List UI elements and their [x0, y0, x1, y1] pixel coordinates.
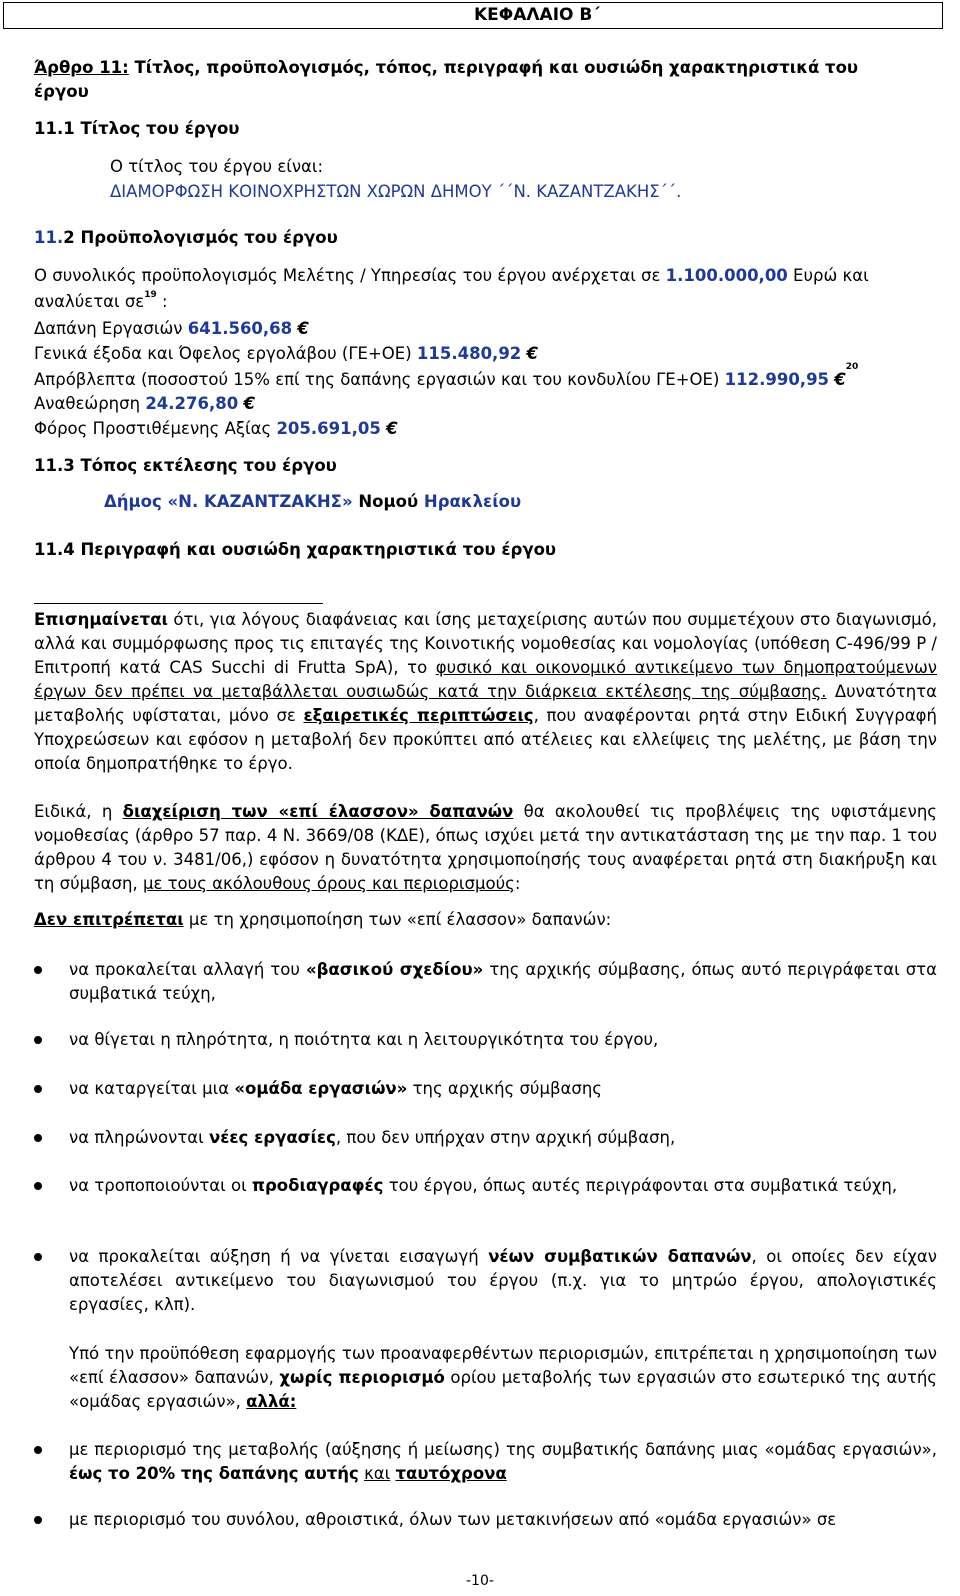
list-item: [69, 1508, 937, 1532]
paragraph-text: , που αναφέρονται ρητά στην Ειδική Συγγραφή Υποχρεώσεων και εφόσον η μεταβολή δεν προκύπτει από ατέλειες και ελλείψεις της μελέτης, με βάση την οποία δημοπρατήθηκε το έργο.: [34, 706, 937, 773]
bullet-icon: [34, 1085, 42, 1093]
project-location: [104, 492, 521, 511]
project-title-intro: Ο τίτλος του έργου είναι:: [110, 157, 324, 176]
paragraph-principle: [34, 608, 937, 776]
list-item-text: της αρχικής σύμβασης, όπως αυτό περιγράφεται στα συμβατικά τεύχη,: [69, 960, 937, 1003]
euro-icon: €: [243, 394, 255, 413]
euro-icon: €: [834, 370, 846, 389]
paragraph-conditions: [69, 1342, 937, 1414]
list-item-emphasis: νέων συμβατικών δαπανών: [488, 1247, 752, 1266]
paragraph-minor-expenses: [34, 800, 937, 896]
list-item-emphasis: προδιαγραφές: [251, 1176, 384, 1195]
underlined-text: φυσικό και οικονομικό αντικείμενο των δημοπρατούμενων έργων δεν πρέπει να μεταβάλλεται ουσιωδώς κατά την διάρκεια εκτέλεσης της σύμβασης.: [34, 658, 937, 701]
list-item-text: , οι οποίες δεν είχαν αποτελέσει αντικείμενο του διαγωνισμού του έργου (π.χ. για το μητρώο έργου, απολογιστικές εργασίες, κλπ).: [69, 1247, 937, 1314]
project-title: ΔΙΑΜΟΡΦΩΣΗ ΚΟΙΝΟΧΡΗΣΤΩΝ ΧΩΡΩΝ ΔΗΜΟΥ ΄΄Ν. ΚΑΖΑΝΤΖΑΚΗΣ΄΄.: [110, 182, 682, 201]
paragraph-not-allowed: [34, 910, 611, 929]
list-item-text: του έργου, όπως αυτές περιγράφονται στα συμβατικά τεύχη,: [383, 1176, 898, 1195]
bullet-icon: [34, 1446, 42, 1454]
list-item-text: με περιορισμό της μεταβολής (αύξησης ή μείωσης) της συμβατικής δαπάνης μιας «ομάδας εργασιών»,: [69, 1440, 937, 1459]
paragraph-text: Δυνατότητα μεταβολής υφίσταται, μόνο σε: [34, 682, 937, 725]
budget-item-amount: 115.480,92: [416, 344, 522, 363]
budget-item-amount: 112.990,95: [724, 370, 830, 389]
list-item-emphasis: «βασικού σχεδίου»: [305, 960, 484, 979]
location-prefecture: Ηρακλείου: [423, 492, 522, 511]
budget-item: [34, 344, 538, 363]
budget-item: [34, 319, 309, 338]
list-item: [69, 1438, 937, 1486]
bullet-icon: [34, 1036, 42, 1044]
list-item-text: με περιορισμό του συνόλου, αθροιστικά, όλων των μετακινήσεων από «ομάδα εργασιών» σε: [69, 1510, 837, 1529]
location-municipality: Δήμος «Ν. ΚΑΖΑΝΤΖΑΚΗΣ»: [104, 492, 353, 511]
underlined-emphasis: Δεν επιτρέπεται: [34, 910, 184, 929]
underlined-text: και: [364, 1464, 391, 1483]
underlined-emphasis: αλλά:: [246, 1392, 297, 1411]
list-item-text: να θίγεται η πληρότητα, η ποιότητα και η λειτουργικότητα του έργου,: [69, 1030, 659, 1049]
budget-item: [34, 419, 398, 438]
budget-item-label: Αναθεώρηση: [34, 394, 141, 413]
budget-item-label: Γενικά έξοδα και Όφελος εργολάβου (ΓΕ+ΟΕ): [34, 344, 412, 363]
list-item-text: να τροποποιούνται οι: [69, 1176, 252, 1195]
list-item-emphasis: νέες εργασίες: [208, 1128, 336, 1147]
list-item: [69, 958, 937, 1006]
paragraph-text: :: [514, 874, 521, 893]
chapter-title: ΚΕΦΑΛΑΙΟ Β΄: [474, 5, 600, 25]
list-item: [69, 1245, 937, 1317]
paragraph-text: Ειδικά, η: [34, 802, 123, 821]
paragraph-text: ότι, για λόγους διαφάνειας και ίσης μεταχείρισης αυτών που συμμετέχουν στο διαγωνισμό, αλλά και συμμόρφωσης προς τις επιταγές της Κοινοτικής νομοθεσίας και νομολογίας (υπόθεση C-496/99 P / Επιτροπή κατά CAS Succhi di Frutta SpA), το: [34, 610, 937, 677]
footnote-ref-20: 20: [845, 361, 859, 372]
breakdown-colon: :: [162, 292, 168, 311]
page-number: -10-: [466, 1573, 494, 1589]
emphasis-term: Επισημαίνεται: [34, 610, 168, 629]
list-item-text: , που δεν υπήρχαν στην αρχική σύμβαση,: [335, 1128, 676, 1147]
paragraph-text: ορίου μεταβολής των εργασιών στο εσωτερικό της αυτής «ομάδας εργασιών»,: [69, 1368, 937, 1411]
list-item: [69, 1126, 937, 1150]
list-item-text: της αρχικής σύμβασης: [407, 1079, 602, 1098]
list-item-text: να καταργείται μια: [69, 1079, 235, 1098]
location-prefecture-label: Νομού: [358, 492, 419, 511]
budget-item-label: Δαπάνη Εργασιών: [34, 319, 183, 338]
article-title-line1: [34, 58, 858, 77]
list-item-text: να προκαλείται αύξηση ή να γίνεται εισαγωγή: [69, 1247, 489, 1266]
list-item: [69, 1174, 937, 1198]
bullet-icon: [34, 1134, 42, 1142]
underlined-emphasis: ταυτόχρονα: [395, 1464, 507, 1483]
section-11-1-heading: 11.1 Τίτλος του έργου: [34, 119, 240, 138]
emphasis-term: χωρίς περιορισμό: [279, 1368, 445, 1387]
list-item: [69, 1077, 937, 1101]
underlined-emphasis: εξαιρετικές περιπτώσεις: [303, 706, 534, 725]
list-item-emphasis: «ομάδα εργασιών»: [234, 1079, 408, 1098]
section-11-4-heading: 11.4 Περιγραφή και ουσιώδη χαρακτηριστικά του έργου: [34, 540, 557, 559]
budget-item: [34, 394, 255, 413]
breakdown-intro: [34, 289, 168, 311]
chapter-header-box: [3, 2, 943, 29]
budget-amount: 1.100.000,00: [665, 266, 788, 285]
bullet-icon: [34, 966, 42, 974]
paragraph-text: με τη χρησιμοποίηση των «επί έλασσον» δαπανών:: [183, 910, 612, 929]
bullet-icon: [34, 1253, 42, 1261]
euro-icon: €: [526, 344, 539, 363]
divider-line: [34, 603, 323, 604]
article-title: Τίτλος, προϋπολογισμός, τόπος, περιγραφή και ουσιώδη χαρακτηριστικά του: [134, 58, 859, 77]
budget-text: Ο συνολικός προϋπολογισμός Μελέτης / Υπηρεσίας του έργου ανέρχεται σε: [34, 266, 661, 285]
underlined-text: με τους ακόλουθους όρους και περιορισμούς: [142, 874, 515, 893]
list-item-emphasis: έως το 20% της δαπάνης αυτής: [69, 1464, 359, 1483]
section-11-3-heading: 11.3 Τόπος εκτέλεσης του έργου: [34, 456, 337, 475]
section-11-2-heading: [34, 228, 338, 247]
paragraph-text: θα ακολουθεί τις προβλέψεις της υφιστάμενης νομοθεσίας (άρθρο 57 παρ. 4 Ν. 3669/08 (ΚΔΕ), όπως ισχύει μετά την αντικατάσταση της με την παρ. 1 του άρθρου 4 του ν. 3481/06,) εφόσον η δυνατότητα χρησιμοποίησής τους αναφέρεται ρητά στη διακήρυξη και τη σύμβαση,: [34, 802, 937, 893]
article-label: Άρθρο 11:: [34, 58, 129, 77]
list-item: [69, 1028, 937, 1052]
budget-item-amount: 205.691,05: [276, 419, 381, 438]
footnote-ref-19: 19: [144, 289, 157, 300]
section-11-2-number: 11.: [34, 228, 64, 247]
section-11-2-title: 2 Προϋπολογισμός του έργου: [63, 228, 338, 247]
budget-item-label: Φόρος Προστιθέμενης Αξίας: [34, 419, 272, 438]
underlined-emphasis: διαχείριση των «επί έλασσον» δαπανών: [122, 802, 514, 821]
paragraph-text: Υπό την προϋπόθεση εφαρμογής των προαναφερθέντων περιορισμών, επιτρέπεται η χρησιμοποίηση των «επί έλασσον» δαπανών,: [69, 1344, 937, 1387]
list-item-text: να πληρώνονται: [69, 1128, 209, 1147]
budget-item-amount: 24.276,80: [145, 394, 239, 413]
bullet-icon: [34, 1182, 42, 1190]
budget-item-label: Απρόβλεπτα (ποσοστού 15% επί της δαπάνης εργασιών και του κονδυλίου ΓΕ+ΟΕ): [34, 370, 720, 389]
budget-sentence: [34, 266, 869, 285]
euro-icon: €: [386, 419, 398, 438]
breakdown-label: αναλύεται σε: [34, 292, 145, 311]
euro-icon: €: [297, 319, 309, 338]
budget-item: [34, 361, 859, 389]
budget-tail: Ευρώ και: [793, 266, 869, 285]
budget-item-amount: 641.560,68: [187, 319, 293, 338]
list-item-text: να προκαλείται αλλαγή του: [69, 960, 306, 979]
article-title-line2: έργου: [34, 82, 89, 101]
bullet-icon: [34, 1516, 42, 1524]
